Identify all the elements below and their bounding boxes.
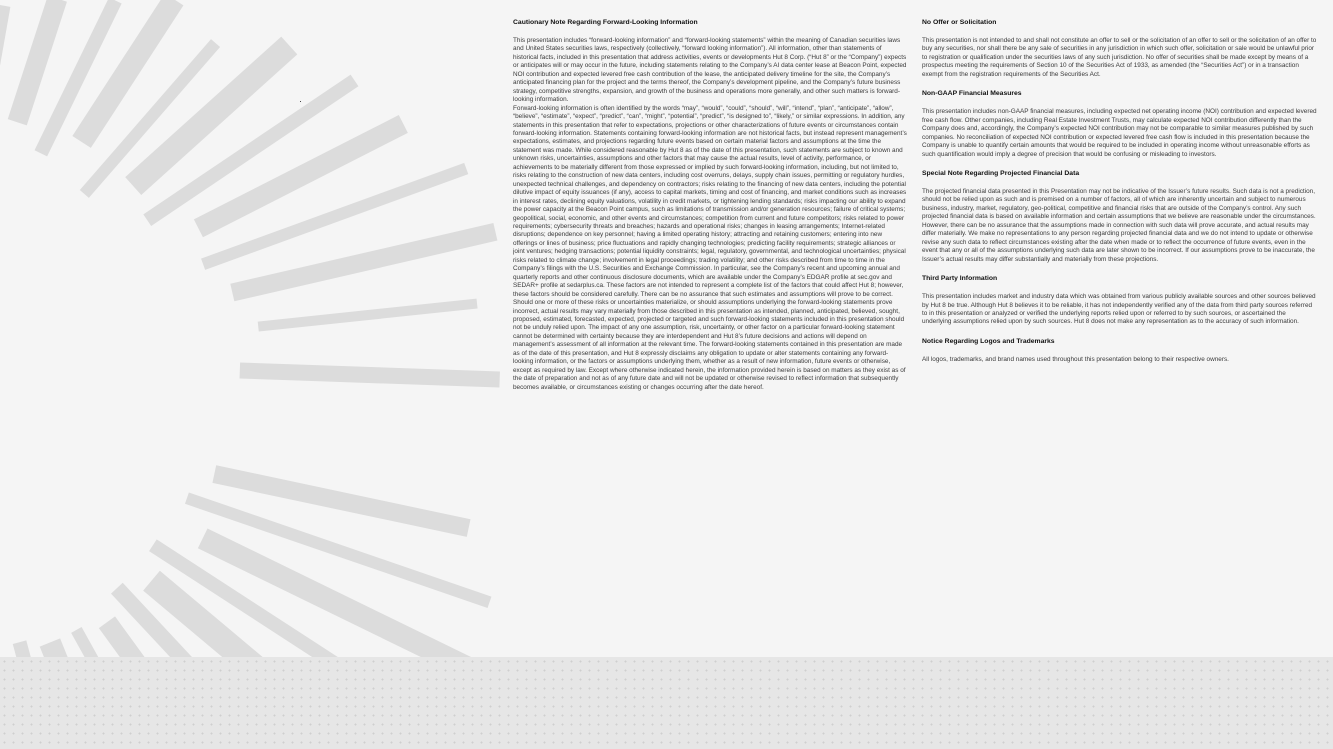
logos-trademarks-section [922,337,1317,364]
dot-mark [300,101,301,102]
forward-looking-column [513,18,908,691]
forward-looking-paragraph-2: Forward-looking information is often identified by the words “may”, “would”, “could”, “should”, “will”, “intend”, “plan”, “anticipate”, “allow”, “believe”, “estimate”, “expect”, “predict”, “can”, “might”, “potential”, “predict”, “is designed to”, “likely,” or similar expressions. In addition, any statements in this presentation that refer to expectations, projections or other characterizations of future events or circumstances contain forward-looking information. Statements containing forward-looking information are not historical facts, but instead represent management’s expectations, estimates, and projections regarding future events based on certain material factors and assumptions at the time the statement was made. While considered reasonable by Hut 8 as of the date of this presentation, such statements are subject to known and unknown risks, uncertainties, assumptions and other factors that may cause the actual results, level of activity, performance, or achievements to be materially different from those expressed or implied by such forward-looking information, including, but not limited to, risks relating to the construction of new data centers, including cost overruns, delays, supply chain issues, permitting or regulatory hurdles, unexpected technical challenges, and dependency on contractors; risks relating to the financing of new data centers, including the potential dilutive impact of equity issuances (if any), access to capital markets, timing and cost of financing, and market conditions such as increases in interest rates, declining equity valuations, volatility in credit markets, or tightening lending standards; risks impacting our ability to expand the power capacity at the Beacon Point campus, such as limitations of transmission and/or generation resources; failure of critical systems; geopolitical, social, economic, and other events and circumstances; competition from current and future competitors; risks related to power requirements; cybersecurity threats and breaches; hazards and operational risks; changes in leasing arrangements; Internet-related disruptions; dependence on key personnel; having a limited operating history; attracting and retaining customers; entering into new offerings or lines of business; price fluctuations and rapidly changing technologies; predicting facility requirements; strategic alliances or joint ventures; hedging transactions; potential liquidity constraints; legal, regulatory, governmental, and technological uncertainties; physical risks related to climate change; involvement in legal proceedings; trading volatility; and other risks described from time to time in the Company’s filings with the U.S. Securities and Exchange Commission. In particular, see the Company’s recent and upcoming annual and quarterly reports and other continuous disclosure documents, which are available under the Company’s EDGAR profile at sec.gov and SEDAR+ profile at sedarplus.ca. These factors are not intended to represent a complete list of the factors that could affect Hut 8; however, these factors should be considered carefully. There can be no assurance that such estimates and assumptions will prove to be correct. Should one or more of these risks or uncertainties materialize, or should assumptions underlying the forward-looking statements prove incorrect, actual results may vary materially from those described in this presentation as intended, planned, anticipated, believed, sought, proposed, estimated, forecasted, expected, projected or targeted and such forward-looking statements included in this presentation should not be unduly relied upon. The impact of any one assumption, risk, uncertainty, or other factor on a particular forward-looking statement cannot be determined with certainty because they are interdependent and Hut 8’s future decisions and actions will depend on management’s assessment of all information at the relevant time. The forward-looking statements contained in this presentation are made as of the date of this presentation, and Hut 8 expressly disclaims any obligation to update or alter statements containing any forward-looking information, or the factors or assumptions underlying them, whether as a result of new information, future events or otherwise, except as required by law. Except where otherwise indicated herein, the information provided herein is based on matters as they exist as of the date of preparation and not as of any future date and will not be updated or otherwise revised to reflect information that subsequently becomes available, or circumstances existing or changes occurring after the date hereof. [513,104,907,391]
logos-trademarks-body: All logos, trademarks, and brand names used throughout this presentation belong to their respective owners. [922,355,1229,363]
third-party-heading: Third Party Information [922,275,998,283]
forward-looking-paragraph-1: This presentation includes “forward-looking information” and “forward-looking statements” within the meaning of Canadian securities laws and United States securities laws, respectively (collectively, “forward looking information”). All information, other than statements of historical facts, included in this presentation that address activities, events or developments Hut 8 Corp. (“Hut 8” or the “Company”) expects or anticipates will or may occur in the future, including statements relating to the Company’s AI data center lease at Beacon Point, expected NOI contribution and expected levered free cash contribution of the lease, the anticipated delivery timeline for the site, the Company’s anticipated financing plan for the project and the terms thereof, the Company’s development pipeline, and the Company’s future business strategy, competitive strengths, expansion, and growth of the business and operations more generally, and other such matters is forward-looking information. [513,37,907,104]
non-gaap-body: This presentation includes non-GAAP financial measures, including expected net operating income (NOI) contribution and expected levered free cash flow. Other companies, including Real Estate Investment Trusts, may calculate expected NOI contribution differently than the Company does and, accordingly, the Company’s expected NOI contribution may not be comparable to similar measures published by such companies. No reconciliation of expected NOI contribution or expected levered free cash flow is included in this presentation because the Company is unable to quantify certain amounts that would be required to be included in operating income without unreasonable efforts as such quantification would imply a degree of precision that would be confusing or misleading to investors. [922,108,1317,158]
no-offer-section [922,18,1317,79]
ray-stroke [258,304,477,327]
ray-stroke [82,0,175,142]
no-offer-body: This presentation is not intended to and shall not constitute an offer to sell or the solicitation of an offer to sell or the solicitation of an offer to buy any securities, nor shall there be any sale of securities in any jurisdiction in which such offer, solicitation or sale would be unlawful prior to registration or qualification under the securities laws of any such jurisdiction. No offer of securities shall be made except by means of a prospectus meeting the requirements of Section 10 of the Securities Act of 1933, as amended (the “Securities Act”) or in a transaction exempt from the registration requirements of the Securities Act. [922,37,1317,78]
dotted-footer-band [0,657,1333,749]
non-gaap-section [922,89,1317,159]
legal-notices-column [922,18,1317,374]
decorative-rays-graphic [0,0,520,749]
forward-looking-heading: Cautionary Note Regarding Forward-Looking Information [513,19,698,26]
projected-data-body: The projected financial data presented in this Presentation may not be indicative of the Issuer’s future results. Such data is not a prediction, should not be relied upon as such and is premised on a number of factors, all of which are inherently uncertain and subject to numerous business, industry, market, regulatory, geo-political, competitive and financial risks that are outside of the Company’s control. Any such projected financial data is based on available information and certain assumptions that we believe are reasonable under the circumstances. However, there can be no assurance that the assumptions made in connection with such data will prove accurate, and actual results may differ materially. We make no representations to any person regarding projected financial data and we do not intend to update or otherwise revise any such data to reflect circumstances existing after the date when made or to reflect the occurrence of future events, even in the event that any or all of the assumptions underlying such data are later shown to be incorrect. If our assumptions prove to be inaccurate, the Issuer’s actual results may differ substantially and materially from these projections. [922,187,1316,263]
non-gaap-heading: Non-GAAP Financial Measures [922,90,1022,98]
ray-stroke [0,5,3,103]
forward-looking-body [513,37,908,691]
projected-data-section [922,169,1317,264]
ray-stroke [240,370,500,379]
ray-stroke [17,0,57,122]
logos-trademarks-heading: Notice Regarding Logos and Trademarks [922,337,1055,345]
ray-stroke [198,124,403,228]
third-party-body: This presentation includes market and industry data which was obtained from various publicly available sources and other sources believed by Hut 8 be true. Although Hut 8 believes it to be reliable, it has not independently verified any of the data from third party sources referred to in this presentation or analyzed or verified the underlying reports relied upon or referred to by such sources, or ascertained the underlying assumptions relied upon by such sources. Hut 8 does not make any representation as to the accuracy of such information. [922,293,1316,326]
third-party-section [922,274,1317,327]
projected-data-heading: Special Note Regarding Projected Financial Data [922,169,1080,177]
no-offer-heading: No Offer or Solicitation [922,19,997,26]
